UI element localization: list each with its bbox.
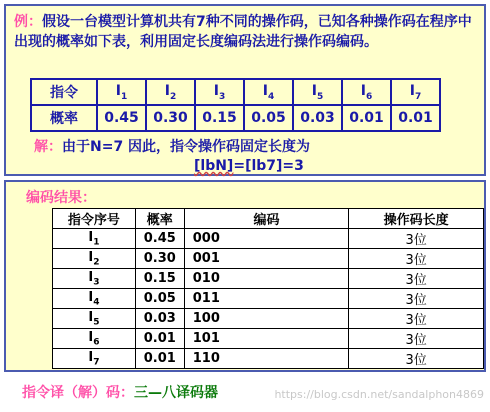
probability-value: 0.01: [135, 349, 184, 369]
solution-text: 由于N=7 因此，指令操作码固定长度为: [62, 139, 311, 155]
table-row: [53, 329, 484, 349]
column-header: 概率: [135, 209, 184, 229]
probability-value: 0.30: [135, 249, 184, 269]
formula-part-b: =[lb7]=3: [233, 158, 304, 174]
instruction-cell: $I_3$: [195, 79, 244, 105]
instruction-cell: $I_2$: [146, 79, 195, 105]
probability-value: 0.15: [135, 269, 184, 289]
column-header: 编码: [184, 209, 349, 229]
length-value: 3位: [349, 329, 484, 349]
example-label: 例：: [14, 14, 42, 30]
instruction-id: $I_3$: [53, 269, 136, 289]
instruction-header: 指令: [31, 79, 97, 105]
result-panel: [4, 180, 486, 372]
code-value: 001: [184, 249, 349, 269]
code-value: 100: [184, 309, 349, 329]
instruction-cell: $I_1$: [97, 79, 146, 105]
instruction-id: $I_1$: [53, 229, 136, 249]
column-header: 指令序号: [53, 209, 136, 229]
watermark: https://blog.csdn.net/sandalphon4869: [274, 388, 484, 401]
length-value: 3位: [349, 289, 484, 309]
solution-label: 解：: [34, 139, 62, 155]
solution-line: [34, 136, 310, 156]
table-row: [53, 269, 484, 289]
code-value: 101: [184, 329, 349, 349]
table-row: [53, 289, 484, 309]
probability-cell: 0.45: [97, 105, 146, 131]
instruction-cell: $I_6$: [342, 79, 391, 105]
column-header: 操作码长度: [349, 209, 484, 229]
probability-value: 0.01: [135, 329, 184, 349]
probability-header: 概率: [31, 105, 97, 131]
instruction-cell: $I_4$: [244, 79, 293, 105]
probability-value: 0.45: [135, 229, 184, 249]
decoder-value: 三—八译码器: [134, 385, 218, 401]
problem-panel: [4, 4, 486, 176]
probability-cell: 0.15: [195, 105, 244, 131]
length-value: 3位: [349, 269, 484, 289]
instruction-id: $I_7$: [53, 349, 136, 369]
instruction-cell: $I_7$: [391, 79, 440, 105]
instruction-row: [31, 79, 440, 105]
instruction-id: $I_5$: [53, 309, 136, 329]
code-value: 000: [184, 229, 349, 249]
result-title: 编码结果：: [26, 190, 96, 206]
table-row: [53, 309, 484, 329]
probability-value: 0.03: [135, 309, 184, 329]
encoding-header-row: [53, 209, 484, 229]
probability-cell: 0.30: [146, 105, 195, 131]
instruction-id: $I_4$: [53, 289, 136, 309]
probability-cell: 0.01: [342, 105, 391, 131]
decoder-label: 指令译（解）码：: [22, 385, 134, 401]
instruction-cell: $I_5$: [293, 79, 342, 105]
probability-value: 0.05: [135, 289, 184, 309]
probability-cell: 0.03: [293, 105, 342, 131]
formula-part-a: [lbN]: [194, 158, 234, 174]
instruction-id: $I_6$: [53, 329, 136, 349]
length-value: 3位: [349, 349, 484, 369]
solution-formula: [194, 158, 304, 174]
length-value: 3位: [349, 229, 484, 249]
probability-cell: 0.05: [244, 105, 293, 131]
length-value: 3位: [349, 249, 484, 269]
code-value: 011: [184, 289, 349, 309]
decoder-line: [22, 382, 218, 402]
encoding-table: [52, 208, 484, 369]
probability-cell: 0.01: [391, 105, 440, 131]
table-row: [53, 249, 484, 269]
problem-text: 假设一台模型计算机共有7种不同的操作码，已知各种操作码在程序中出现的概率如下表，利用固定长度编码法进行操作码编码。: [14, 14, 472, 50]
problem-statement: [14, 12, 480, 52]
code-value: 010: [184, 269, 349, 289]
length-value: 3位: [349, 309, 484, 329]
code-value: 110: [184, 349, 349, 369]
probability-row: [31, 105, 440, 131]
instruction-id: $I_2$: [53, 249, 136, 269]
table-row: [53, 349, 484, 369]
table-row: [53, 229, 484, 249]
frequency-table: [30, 78, 441, 132]
